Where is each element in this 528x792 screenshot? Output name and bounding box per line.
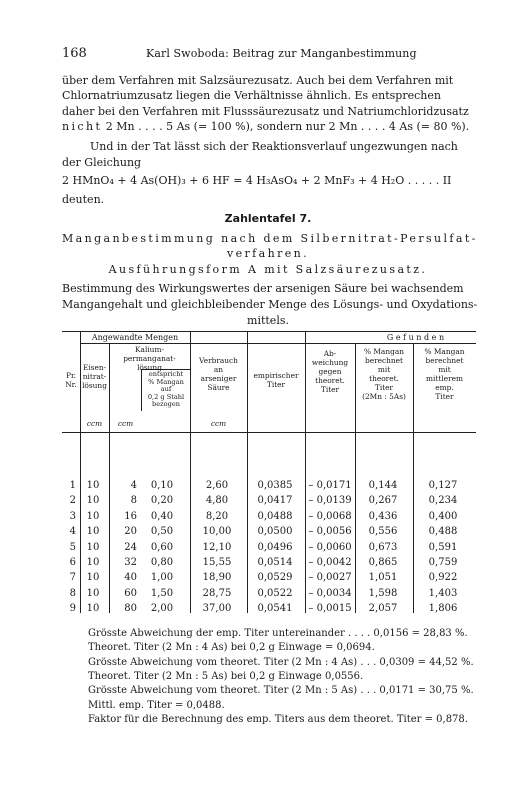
- table-cell-verbrauch: 4,80: [205, 495, 229, 507]
- table-cell-emp: 0,0417: [257, 495, 293, 507]
- table-cell-verbrauch: 15,55: [202, 557, 232, 568]
- table-cell-mangan: 0,40: [150, 510, 174, 522]
- col-header-kalium: [109, 345, 190, 372]
- table-cell-mittl: 0,127: [428, 480, 458, 491]
- unit-kalium: ccm: [117, 419, 134, 428]
- intro-line-3: daher bei den Verfahren mit Flusssäurezusatz und Natriumchloridzusatz: [62, 105, 469, 118]
- col-header-nr: [62, 371, 80, 389]
- col-header-mittl-3: mit: [438, 365, 451, 374]
- description-line-3: mittels.: [247, 314, 289, 327]
- table-cell-theor: 0,436: [368, 510, 398, 522]
- table-cell-mittl: 0,488: [428, 526, 458, 538]
- equation: 2 HMnO₄ + 4 As(OH)₃ + 6 HF = 4 H₃AsO₄ + 2 MnF₃ + 4 H₂O . . . . . II: [62, 174, 452, 187]
- table-cell-mittl: 0,759: [428, 557, 458, 568]
- table-cell-abw: – 0,0171: [308, 480, 352, 491]
- group-header-found: G e f u n d e n: [386, 333, 445, 342]
- table-cell-emp: 0,0541: [257, 603, 293, 615]
- col-header-theor-1: % Mangan: [363, 347, 404, 356]
- table-cell-nr: 9: [69, 603, 76, 615]
- table-cell-emp: 0,0385: [257, 480, 293, 491]
- col-header-mangan-5: bezogen: [152, 400, 180, 409]
- col-header-kalium-3: lösung: [137, 363, 162, 372]
- col-header-mangan: [142, 371, 190, 409]
- table-cell-theor: 0,673: [368, 541, 398, 553]
- footnote-line: Theoret. Titer (2 Mn : 5 As) bei 0,2 g Einwage 0,0556.: [88, 670, 364, 682]
- table-cell-nr: 8: [69, 587, 76, 599]
- table-cell-eisen: 10: [86, 526, 100, 538]
- table-cell-abw: – 0,0056: [308, 526, 352, 538]
- table-cell-kalium: 16: [124, 510, 137, 522]
- table-cell-abw: – 0,0015: [308, 603, 352, 615]
- intro-line-5: Und in der Tat lässt sich der Reaktionsverlauf ungezwungen nach: [90, 140, 458, 153]
- intro-line-1: über dem Verfahren mit Salzsäurezusatz. Auch bei dem Verfahren mit: [62, 74, 454, 87]
- table-cell-eisen: 10: [86, 541, 100, 553]
- table-cell-theor: 0,267: [368, 495, 398, 507]
- variant-title: Ausführungsform A mit Salzsäurezusatz.: [108, 263, 428, 276]
- table-cell-eisen: 10: [86, 587, 100, 599]
- col-header-eisen-1: Eisen-: [82, 363, 107, 372]
- table-cell-kalium: 20: [124, 526, 137, 538]
- table-cell-abw: – 0,0068: [308, 510, 352, 522]
- col-header-theor-4: theoret.: [369, 374, 399, 383]
- table-cell-kalium: 8: [130, 495, 137, 507]
- table-cell-mangan: 0,80: [150, 557, 174, 568]
- table-cell-mittl: 0,922: [428, 572, 458, 584]
- table-cell-theor: 2,057: [368, 603, 398, 615]
- table-cell-abw: – 0,0060: [308, 541, 352, 553]
- table-cell-emp: 0,0522: [257, 587, 293, 599]
- col-header-mangan-4: 0,2 g Stahl: [147, 392, 185, 401]
- col-header-theor-6: (2Mn : 5As): [362, 392, 406, 401]
- col-header-nr-2: Nr.: [65, 380, 77, 389]
- method-title-2: verfahren.: [226, 247, 310, 260]
- table-cell-emp: 0,0514: [257, 557, 293, 568]
- table-cell-verbrauch: 12,10: [202, 541, 232, 553]
- intro-line-4-rest: 2 Mn . . . . 5 As (= 100 %), sondern nur 2 Mn . . . . 4 As (= 80 %).: [102, 120, 470, 133]
- intro-line-8: deuten.: [62, 193, 105, 206]
- table-cell-abw: – 0,0034: [308, 587, 352, 599]
- table-cell-theor: 1,598: [368, 587, 398, 599]
- table-cell-verbrauch: 8,20: [205, 510, 229, 522]
- table-cell-eisen: 10: [86, 572, 100, 584]
- table-cell-emp: 0,0496: [257, 541, 293, 553]
- col-header-mittl-5: emp.: [435, 383, 454, 392]
- header-bottom-rule: [62, 432, 476, 433]
- col-header-theor: [355, 347, 413, 401]
- table-cell-mangan: 2,00: [150, 603, 174, 615]
- table-cell-verbrauch: 18,90: [202, 572, 232, 584]
- table-cell-nr: 5: [69, 541, 76, 553]
- emphasis-nicht: nicht: [62, 120, 103, 133]
- table-cell-emp: 0,0529: [257, 572, 293, 584]
- group-header-used: Angewandte Mengen: [91, 333, 179, 342]
- col-header-mittl-2: berechnet: [425, 356, 464, 365]
- col-header-abw-3: gegen: [318, 367, 342, 376]
- intro-line-2: Chlornatriumzusatz liegen die Verhältnisse ähnlich. Es entsprechen: [62, 89, 441, 102]
- col-header-abw-5: Titer: [320, 385, 340, 394]
- table-cell-kalium: 60: [124, 587, 137, 599]
- table-cell-mittl: 0,591: [428, 541, 458, 553]
- unit-eisen: ccm: [86, 419, 103, 428]
- intro-line-6: der Gleichung: [62, 156, 142, 169]
- table-cell-eisen: 10: [86, 510, 100, 522]
- page-header: [62, 46, 472, 62]
- table-cell-nr: 3: [69, 510, 76, 522]
- description-line-2: Mangangehalt und gleichbleibender Menge des Lösungs- und Oxydations-: [62, 298, 478, 311]
- col-header-kalium-2: permanganat-: [123, 354, 176, 363]
- table-cell-verbrauch: 2,60: [205, 480, 229, 491]
- table-cell-mittl: 1,403: [428, 587, 458, 599]
- table-cell-kalium: 80: [124, 603, 137, 615]
- footnote-line: Faktor für die Berechnung des emp. Titers aus dem theoret. Titer = 0,878.: [88, 713, 468, 725]
- table-cell-nr: 7: [69, 572, 76, 584]
- col-header-eisen: [80, 363, 109, 390]
- table-cell-abw: – 0,0027: [308, 572, 352, 584]
- col-header-emp-2: Titer: [266, 380, 286, 389]
- table-cell-mangan: 0,10: [150, 480, 174, 491]
- table-title: Zahlentafel 7.: [224, 212, 312, 225]
- table-cell-abw: – 0,0042: [308, 557, 352, 568]
- col-header-theor-5: Titer: [374, 383, 394, 392]
- footnote-line: Grösste Abweichung vom theoret. Titer (2 Mn : 5 As) . . . 0,0171 = 30,75 %.: [88, 685, 474, 697]
- unit-verbrauch: ccm: [210, 419, 227, 428]
- col-header-emp-1: empirischer: [253, 371, 299, 380]
- footnote-line: Grösste Abweichung vom theoret. Titer (2 Mn : 4 As) . . . 0,0309 = 44,52 %.: [88, 656, 474, 668]
- table-cell-nr: 2: [69, 495, 76, 507]
- table-cell-kalium: 40: [124, 572, 137, 584]
- table-cell-emp: 0,0500: [257, 526, 293, 538]
- table-cell-mangan: 0,20: [150, 495, 174, 507]
- data-table: [62, 331, 476, 621]
- table-cell-theor: 0,556: [368, 526, 398, 538]
- table-cell-theor: 0,865: [368, 557, 398, 568]
- footnote-line: Theoret. Titer (2 Mn : 4 As) bei 0,2 g Einwage = 0,0694.: [88, 642, 375, 654]
- table-cell-emp: 0,0488: [257, 510, 293, 522]
- table-cell-mangan: 0,50: [150, 526, 174, 538]
- footnote-line: Grösste Abweichung der emp. Titer untereinander . . . . 0,0156 = 28,83 %.: [88, 628, 468, 639]
- table-cell-verbrauch: 37,00: [202, 603, 232, 615]
- col-header-mangan-3: auf: [160, 385, 172, 394]
- table-cell-verbrauch: 10,00: [202, 526, 232, 538]
- table-cell-eisen: 10: [86, 603, 100, 615]
- col-header-verbrauch: [190, 356, 247, 392]
- table-cell-abw: – 0,0139: [308, 495, 352, 507]
- col-header-verbrauch-2: an: [213, 365, 224, 374]
- table-cell-theor: 1,051: [368, 572, 398, 584]
- table-cell-nr: 1: [69, 480, 76, 491]
- col-header-eisen-2: nitrat-: [82, 372, 107, 381]
- col-header-abw: [305, 349, 355, 394]
- col-header-abw-2: weichung: [311, 358, 349, 367]
- col-header-verbrauch-1: Verbrauch: [199, 356, 238, 365]
- table-cell-verbrauch: 28,75: [202, 587, 232, 599]
- col-header-emp: [247, 371, 305, 389]
- table-cell-eisen: 10: [86, 557, 100, 568]
- running-title: Karl Swoboda: Beitrag zur Manganbestimmung: [146, 47, 417, 60]
- page-number: 168: [62, 46, 87, 61]
- col-header-theor-3: mit: [377, 365, 391, 374]
- table-cell-mangan: 1,50: [150, 587, 174, 599]
- table-cell-nr: 6: [69, 557, 76, 568]
- footnote-line: Mittl. emp. Titer = 0,0488.: [88, 699, 225, 711]
- table-cell-mittl: 0,400: [428, 510, 458, 522]
- col-header-mittl-1: % Mangan: [424, 347, 465, 356]
- table-cell-kalium: 24: [124, 541, 137, 553]
- col-header-verbrauch-3: arseniger: [200, 374, 237, 383]
- table-cell-theor: 0,144: [368, 480, 398, 491]
- col-header-kalium-1: Kalium-: [135, 345, 164, 354]
- intro-line-4: [62, 120, 469, 133]
- table-cell-kalium: 32: [124, 557, 137, 568]
- col-header-abw-4: theoret.: [315, 376, 345, 385]
- table-cell-mangan: 0,60: [150, 541, 174, 553]
- table-cell-mittl: 0,234: [428, 495, 458, 507]
- col-header-mittl: [413, 347, 476, 401]
- col-header-abw-1: Ab-: [323, 349, 337, 358]
- table-cell-eisen: 10: [86, 495, 100, 507]
- col-header-mittl-6: Titer: [435, 392, 454, 401]
- description-line-1: Bestimmung des Wirkungswertes der arsenigen Säure bei wachsendem: [62, 282, 464, 295]
- col-header-mangan-1: entspricht: [148, 370, 184, 378]
- col-header-mittl-4: mittlerem: [426, 374, 463, 383]
- col-header-nr-1: Pr.: [65, 371, 77, 380]
- table-cell-nr: 4: [69, 526, 76, 538]
- table-cell-kalium: 4: [130, 480, 137, 491]
- col-header-eisen-3: lösung: [82, 381, 107, 390]
- table-cell-mangan: 1,00: [150, 572, 174, 584]
- table-cell-eisen: 10: [86, 480, 100, 491]
- method-title-1: Manganbestimmung nach dem Silbernitrat-Persulfat-: [62, 232, 478, 245]
- col-header-theor-2: berechnet: [364, 356, 403, 365]
- group-rule: [80, 343, 476, 344]
- col-header-mangan-2: % Mangan: [148, 377, 184, 386]
- col-header-verbrauch-4: Säure: [207, 383, 230, 392]
- table-cell-mittl: 1,806: [428, 603, 458, 615]
